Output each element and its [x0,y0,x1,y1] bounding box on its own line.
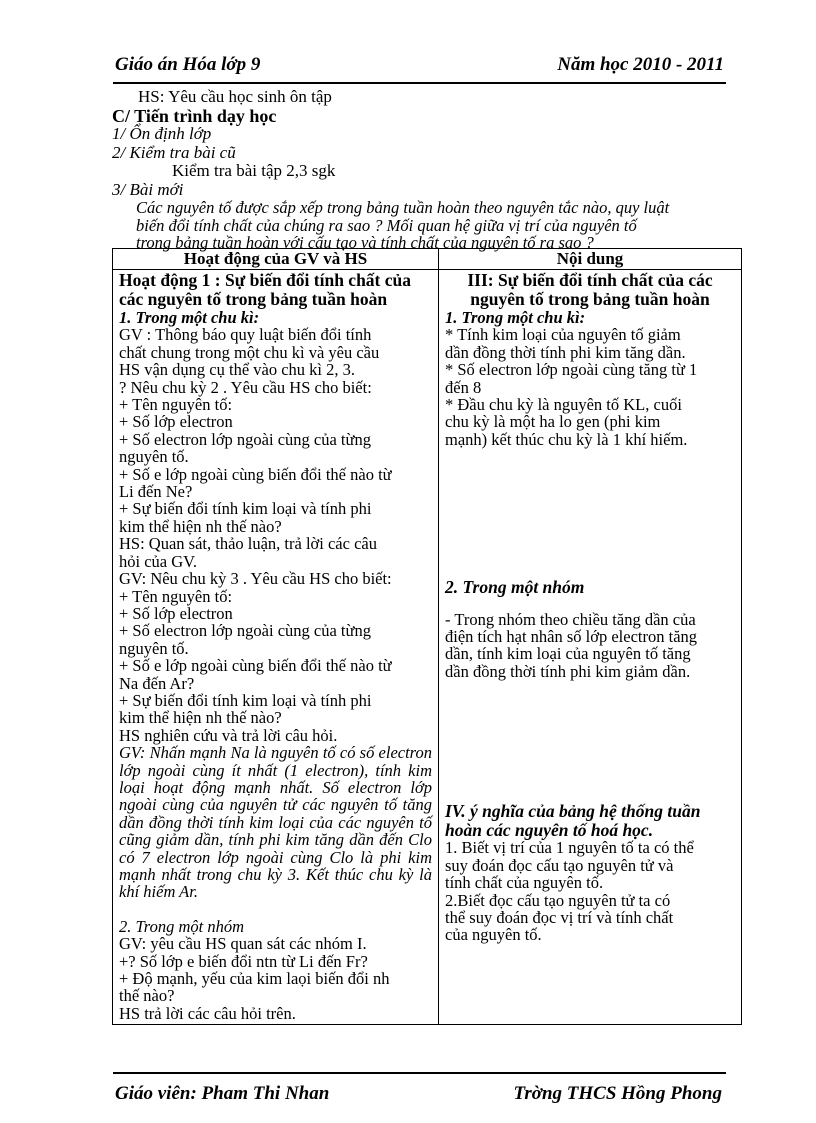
content-cell [439,270,742,1025]
right-line: * Số electron lớp ngoài cùng tăng từ 1 [445,360,698,380]
right-line: 2.Biết đọc cấu tạo nguyên tử ta có [445,890,671,910]
left-subheading-group: 2. Trong một nhóm [119,916,244,936]
left-line: HS nghiên cứu và trả lời câu hỏi. [119,725,338,745]
step-1: 1/ Ổn định lớp [112,124,212,143]
left-line: Na đến Ar? [119,673,195,693]
right-line: dần, tính kim loại của nguyên tố tăng [445,644,691,664]
right-line: dần đồng thời tính phi kim giảm dần. [445,661,691,681]
left-line: + Tên nguyên tố: [119,395,233,415]
left-line: Li đến Ne? [119,482,193,502]
footer-teacher: Giáo viên: Pham Thi Nhan [115,1083,330,1104]
header-activities: Hoạt động của GV và HS [113,249,439,270]
right-line: mạnh) kết thúc chu kỳ là 1 khí hiếm. [445,429,688,449]
lesson-table [112,248,742,1025]
left-line: + Số e lớp ngoài cùng biến đổi thế nào từ [119,656,392,676]
right-line: tính chất của nguyên tố. [445,873,604,893]
header-subject: Giáo án Hóa lớp 9 [115,54,261,75]
left-line: + Số electron lớp ngoài cùng của từng [119,621,371,641]
right-subheading-period: 1. Trong một chu kì: [445,308,586,327]
left-line: HS trả lời các câu hỏi trên. [119,1003,296,1023]
step-2: 2/ Kiểm tra bài cũ [112,142,236,162]
opening-question-line: Các nguyên tố được sắp xếp trong bảng tuần hoàn theo nguyên tắc nào, quy luật [136,198,670,217]
left-subheading-period: 1. Trong một chu kì: [119,308,260,327]
right-line: suy đoán đọc cấu tạo nguyên tử và [445,855,674,875]
right-line: thể suy đoán đọc vị trí và tính chất [445,907,674,927]
page-footer [113,1072,726,1108]
opening-question-line: biến đổi tính chất của chúng ra sao ? Mối quan hệ giữa vị trí của nguyên tố [136,215,637,235]
left-line: +? Số lớp e biến đổi ntn từ Li đến Fr? [119,951,368,971]
left-line: + Số e lớp ngoài cùng biến đổi thế nào từ [119,464,392,484]
left-line: nguyên tố. [119,447,189,467]
lesson-intro [112,88,752,252]
opening-question-line: trong bảng tuần hoàn với cấu tạo và tính chất của nguyên tố ra sao ? [136,233,594,252]
left-line: kim thể hiện nh thế nào? [119,516,282,536]
activity-1-title: Hoạt động 1 : Sự biến đổi tính chất của các nguyên tố trong bảng tuần hoàn [119,270,412,309]
left-line: GV: Nêu chu kỳ 3 . Yêu cầu HS cho biết: [119,569,392,589]
left-line: + Số electron lớp ngoài cùng của từng [119,429,371,449]
right-line: đến 8 [445,377,482,397]
homework-check: Kiểm tra bài tập 2,3 sgk [172,161,336,180]
left-line: HS vận dụng cụ thể vào chu kì 2, 3. [119,360,356,380]
table-body-row [113,270,742,1025]
footer-school: Trờng THCS Hồng Phong [513,1083,722,1104]
left-line: GV : Thông báo quy luật biến đổi tính [119,325,372,345]
right-line: * Tính kim loại của nguyên tố giảm [445,325,681,345]
right-subheading-group: 2. Trong một nhóm [445,577,585,598]
hs-preparation: HS: Yêu cầu học sinh ôn tập [138,87,332,106]
header-school-year: Năm học 2010 - 2011 [557,54,724,75]
left-line: + Sự biến đổi tính kim loại và tính phi [119,690,372,710]
right-line: của nguyên tố. [445,925,542,945]
section-iv-title: IV. ý nghĩa của bảng hệ thống tuần hoàn các nguyên tố hoá học. [445,801,701,840]
right-line: chu kỳ là một ha lo gen (phi kim [445,412,661,432]
right-line: * Đầu chu kỳ là nguyên tố KL, cuối [445,395,682,415]
right-line: điện tích hạt nhân số lớp electron tăng [445,627,698,647]
table-header-row [113,249,742,270]
teacher-emphasis-paragraph: GV: Nhấn mạnh Na là nguyên tố có số electron lớp ngoài cùng ít nhất (1 electron), tính kim loại hoạt động mạnh nhất. Số electron lớp ngoài cùng của nguyên tử các nguyên tố tăng dần đồng thời tính kim loại của các nguyên tố cũng giảm dần, tính phi kim tăng dần đến Clo có 7 electron lớp ngoài cùng Clo là phi kim mạnh nhất trong chu kỳ 3. Kết thúc chu kỳ là khí hiếm Ar. [119,743,432,902]
left-line: nguyên tố. [119,638,189,658]
left-line: + Số lớp electron [119,603,233,623]
left-line: thế nào? [119,986,175,1006]
right-line: dần đồng thời tính phi kim tăng dần. [445,342,686,362]
left-line: + Số lớp electron [119,412,233,432]
left-line: HS: Quan sát, thảo luận, trả lời các câu [119,534,377,554]
left-line: + Sự biến đổi tính kim loại và tính phi [119,499,372,519]
section-iii-title: III: Sự biến đổi tính chất của các nguyên tố trong bảng tuần hoàn [467,270,713,309]
header-content: Nội dung [439,249,742,270]
left-line: hỏi của GV. [119,551,198,571]
step-3: 3/ Bài mới [112,179,184,199]
left-line: kim thể hiện nh thế nào? [119,708,282,728]
left-line: + Tên nguyên tố: [119,586,233,606]
right-line: - Trong nhóm theo chiều tăng dần của [445,609,696,629]
left-line: ? Nêu chu kỳ 2 . Yêu cầu HS cho biết: [119,377,372,397]
section-c-heading: C/ Tiến trình dạy học [112,105,277,126]
right-line: 1. Biết vị trí của 1 nguyên tố ta có thể [445,838,694,858]
left-line: chất chung trong một chu kì và yêu cầu [119,342,380,362]
left-line: GV: yêu cầu HS quan sát các nhóm I. [119,934,367,954]
page-header [113,50,726,84]
left-line: + Độ mạnh, yếu của kim laọi biến đổi nh [119,969,390,989]
activities-cell [113,270,439,1025]
